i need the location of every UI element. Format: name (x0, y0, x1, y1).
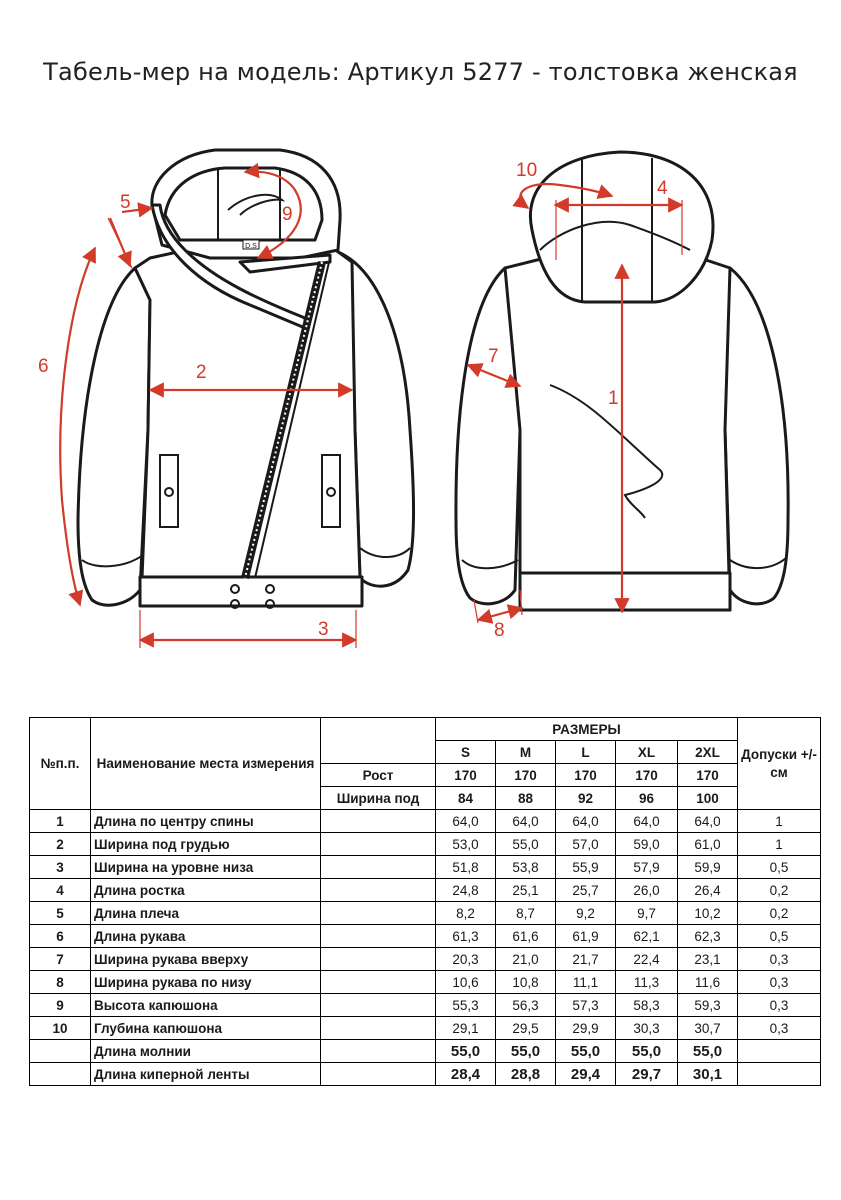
measure-label-4: 4 (657, 178, 668, 199)
row-name: Высота капюшона (91, 994, 321, 1017)
row-name: Длина ростка (91, 879, 321, 902)
row-spacer (321, 833, 436, 856)
row-tolerance: 0,2 (738, 879, 821, 902)
table-row (30, 833, 821, 856)
row-value: 53,8 (496, 856, 556, 879)
measure-label-7: 7 (488, 346, 499, 367)
measure-label-9: 9 (282, 204, 293, 225)
row-value: 9,2 (556, 902, 616, 925)
row-value: 22,4 (616, 948, 678, 971)
row-number: 1 (30, 810, 91, 833)
row-value: 64,0 (436, 810, 496, 833)
row-name: Ширина на уровне низа (91, 856, 321, 879)
height-label: Рост (321, 764, 436, 787)
row-value: 30,7 (678, 1017, 738, 1040)
page-title: Табель-мер на модель: Артикул 5277 - толстовка женская (43, 58, 798, 86)
row-value: 10,2 (678, 902, 738, 925)
height-value: 170 (436, 764, 496, 787)
row-value: 28,4 (436, 1063, 496, 1086)
row-value: 64,0 (616, 810, 678, 833)
row-spacer (321, 971, 436, 994)
row-value: 55,0 (678, 1040, 738, 1063)
row-number: 10 (30, 1017, 91, 1040)
row-tolerance: 0,3 (738, 971, 821, 994)
row-spacer (321, 1017, 436, 1040)
header-num: №п.п. (30, 718, 91, 810)
row-value: 29,7 (616, 1063, 678, 1086)
header-name: Наименование места измерения (91, 718, 321, 810)
row-value: 24,8 (436, 879, 496, 902)
row-number: 5 (30, 902, 91, 925)
chest-value: 84 (436, 787, 496, 810)
row-value: 10,6 (436, 971, 496, 994)
row-value: 20,3 (436, 948, 496, 971)
size-l: L (556, 741, 616, 764)
size-m: M (496, 741, 556, 764)
table-row (30, 856, 821, 879)
row-name: Глубина капюшона (91, 1017, 321, 1040)
measure-label-8: 8 (494, 620, 505, 641)
row-tolerance: 0,5 (738, 856, 821, 879)
table-row-extra (30, 1063, 821, 1086)
row-spacer (321, 879, 436, 902)
row-value: 29,5 (496, 1017, 556, 1040)
row-spacer (321, 948, 436, 971)
row-value: 8,7 (496, 902, 556, 925)
row-value: 59,0 (616, 833, 678, 856)
row-value: 57,9 (616, 856, 678, 879)
row-spacer (321, 856, 436, 879)
measure-label-5: 5 (120, 192, 131, 213)
row-value: 11,1 (556, 971, 616, 994)
row-value: 55,9 (556, 856, 616, 879)
row-value: 8,2 (436, 902, 496, 925)
table-row (30, 810, 821, 833)
row-name: Длина плеча (91, 902, 321, 925)
table-row-extra (30, 1040, 821, 1063)
table-row (30, 971, 821, 994)
chest-value: 92 (556, 787, 616, 810)
table-row (30, 879, 821, 902)
chest-label: Ширина под (321, 787, 436, 810)
height-value: 170 (616, 764, 678, 787)
row-value: 56,3 (496, 994, 556, 1017)
row-value: 58,3 (616, 994, 678, 1017)
row-value: 28,8 (496, 1063, 556, 1086)
row-value: 55,3 (436, 994, 496, 1017)
row-number: 8 (30, 971, 91, 994)
table-row (30, 902, 821, 925)
header-sizes-title: РАЗМЕРЫ (436, 718, 738, 741)
measure-label-6: 6 (38, 356, 49, 377)
row-value: 61,0 (678, 833, 738, 856)
row-tolerance: 1 (738, 833, 821, 856)
table-row (30, 1017, 821, 1040)
row-value: 62,1 (616, 925, 678, 948)
row-spacer (321, 1040, 436, 1063)
row-name: Длина молнии (91, 1040, 321, 1063)
row-value: 21,7 (556, 948, 616, 971)
row-value: 11,3 (616, 971, 678, 994)
row-value: 53,0 (436, 833, 496, 856)
row-name: Ширина рукава по низу (91, 971, 321, 994)
row-value: 10,8 (496, 971, 556, 994)
row-tolerance: 0,3 (738, 994, 821, 1017)
row-tolerance-empty (738, 1040, 821, 1063)
row-value: 64,0 (496, 810, 556, 833)
row-tolerance-empty (738, 1063, 821, 1086)
header-row-sizes-title (30, 718, 821, 741)
row-value: 55,0 (436, 1040, 496, 1063)
row-number: 6 (30, 925, 91, 948)
row-value: 29,9 (556, 1017, 616, 1040)
row-tolerance: 0,3 (738, 1017, 821, 1040)
row-value: 25,1 (496, 879, 556, 902)
row-value: 64,0 (556, 810, 616, 833)
row-value: 30,3 (616, 1017, 678, 1040)
table-row (30, 948, 821, 971)
row-tolerance: 0,2 (738, 902, 821, 925)
row-value: 61,3 (436, 925, 496, 948)
row-value: 62,3 (678, 925, 738, 948)
chest-value: 96 (616, 787, 678, 810)
row-value: 55,0 (496, 1040, 556, 1063)
row-name: Длина рукава (91, 925, 321, 948)
row-value: 55,0 (616, 1040, 678, 1063)
row-value: 23,1 (678, 948, 738, 971)
size-xl: XL (616, 741, 678, 764)
row-value: 30,1 (678, 1063, 738, 1086)
height-value: 170 (556, 764, 616, 787)
row-number-empty (30, 1063, 91, 1086)
front-view-drawing (78, 150, 414, 606)
row-value: 9,7 (616, 902, 678, 925)
row-name: Ширина под грудью (91, 833, 321, 856)
measure-label-1: 1 (608, 388, 619, 409)
row-value: 21,0 (496, 948, 556, 971)
row-spacer (321, 902, 436, 925)
row-name: Ширина рукава вверху (91, 948, 321, 971)
row-value: 61,6 (496, 925, 556, 948)
tag-label: D.S (245, 243, 257, 250)
row-spacer (321, 994, 436, 1017)
table-row (30, 994, 821, 1017)
row-spacer (321, 810, 436, 833)
measure-label-10: 10 (516, 160, 538, 181)
header-tolerance: Допуски +/- см (738, 718, 821, 810)
row-name: Длина по центру спины (91, 810, 321, 833)
row-value: 26,4 (678, 879, 738, 902)
row-value: 57,0 (556, 833, 616, 856)
row-name: Длина киперной ленты (91, 1063, 321, 1086)
row-number: 3 (30, 856, 91, 879)
row-spacer (321, 1063, 436, 1086)
row-number: 4 (30, 879, 91, 902)
row-number: 7 (30, 948, 91, 971)
row-value: 61,9 (556, 925, 616, 948)
row-tolerance: 0,3 (738, 948, 821, 971)
row-value: 29,1 (436, 1017, 496, 1040)
row-tolerance: 1 (738, 810, 821, 833)
row-spacer (321, 925, 436, 948)
height-value: 170 (496, 764, 556, 787)
row-number: 2 (30, 833, 91, 856)
row-tolerance: 0,5 (738, 925, 821, 948)
row-value: 64,0 (678, 810, 738, 833)
table-row (30, 925, 821, 948)
row-value: 59,9 (678, 856, 738, 879)
chest-value: 88 (496, 787, 556, 810)
row-value: 59,3 (678, 994, 738, 1017)
size-2xl: 2XL (678, 741, 738, 764)
row-value: 55,0 (496, 833, 556, 856)
measure-label-2: 2 (196, 362, 207, 383)
height-value: 170 (678, 764, 738, 787)
measure-label-3: 3 (318, 619, 329, 640)
row-value: 11,6 (678, 971, 738, 994)
row-value: 57,3 (556, 994, 616, 1017)
row-value: 55,0 (556, 1040, 616, 1063)
row-value: 25,7 (556, 879, 616, 902)
size-s: S (436, 741, 496, 764)
size-spec-table (29, 717, 821, 1086)
chest-value: 100 (678, 787, 738, 810)
row-number: 9 (30, 994, 91, 1017)
row-value: 29,4 (556, 1063, 616, 1086)
row-value: 26,0 (616, 879, 678, 902)
row-number-empty (30, 1040, 91, 1063)
row-value: 51,8 (436, 856, 496, 879)
